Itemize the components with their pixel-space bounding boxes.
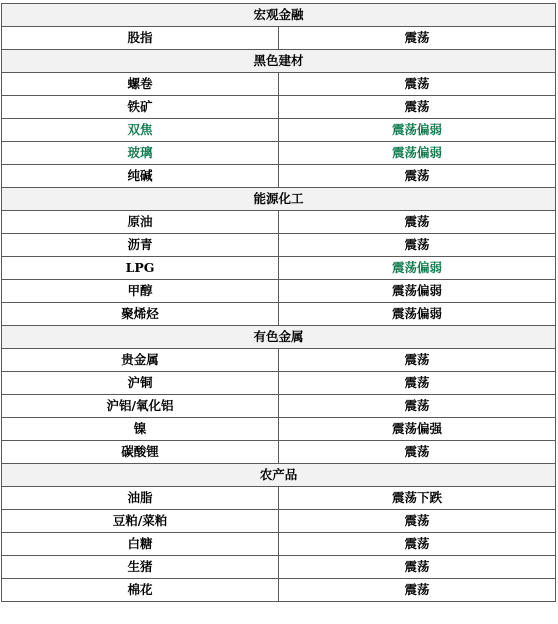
outlook-status: 震荡 [279, 27, 556, 50]
table-row [2, 349, 556, 372]
commodity-name: 贵金属 [2, 349, 279, 372]
commodity-name: 铁矿 [2, 96, 279, 119]
commodity-name: 油脂 [2, 487, 279, 510]
commodity-name: 沪铜 [2, 372, 279, 395]
outlook-status: 震荡 [279, 533, 556, 556]
section-title: 黑色建材 [2, 50, 556, 73]
outlook-status: 震荡 [279, 165, 556, 188]
table-row [2, 119, 556, 142]
table-row [2, 257, 556, 280]
table-body [2, 4, 556, 602]
table-row [2, 280, 556, 303]
section-header-row [2, 4, 556, 27]
section-header-row [2, 188, 556, 211]
outlook-status: 震荡 [279, 556, 556, 579]
commodity-name: 股指 [2, 27, 279, 50]
outlook-status: 震荡偏弱 [279, 280, 556, 303]
table-row [2, 395, 556, 418]
commodity-name: 生猪 [2, 556, 279, 579]
section-header-row [2, 326, 556, 349]
table-row [2, 533, 556, 556]
table-row [2, 142, 556, 165]
outlook-status: 震荡偏弱 [279, 142, 556, 165]
outlook-status: 震荡 [279, 349, 556, 372]
market-outlook-table [1, 3, 556, 602]
commodity-name: 纯碱 [2, 165, 279, 188]
commodity-name: 豆粕/菜粕 [2, 510, 279, 533]
outlook-status: 震荡偏弱 [279, 257, 556, 280]
commodity-name: 沥青 [2, 234, 279, 257]
commodity-name: 甲醇 [2, 280, 279, 303]
outlook-status: 震荡偏弱 [279, 119, 556, 142]
table-row [2, 303, 556, 326]
table-row [2, 372, 556, 395]
table-row [2, 211, 556, 234]
outlook-status: 震荡 [279, 234, 556, 257]
commodity-name: 沪铝/氧化铝 [2, 395, 279, 418]
table-row [2, 510, 556, 533]
outlook-status: 震荡 [279, 395, 556, 418]
commodity-name: 碳酸锂 [2, 441, 279, 464]
section-header-row [2, 464, 556, 487]
table-row [2, 579, 556, 602]
outlook-status: 震荡 [279, 372, 556, 395]
outlook-status: 震荡 [279, 73, 556, 96]
commodity-name: 聚烯烃 [2, 303, 279, 326]
table-row [2, 27, 556, 50]
commodity-name: 螺卷 [2, 73, 279, 96]
table-row [2, 487, 556, 510]
outlook-status: 震荡 [279, 579, 556, 602]
commodity-name: LPG [2, 257, 279, 280]
outlook-status: 震荡 [279, 510, 556, 533]
table-row [2, 418, 556, 441]
table-row [2, 234, 556, 257]
commodity-name: 玻璃 [2, 142, 279, 165]
outlook-status: 震荡下跌 [279, 487, 556, 510]
outlook-status: 震荡偏弱 [279, 303, 556, 326]
section-title: 能源化工 [2, 188, 556, 211]
section-title: 有色金属 [2, 326, 556, 349]
commodity-name: 镍 [2, 418, 279, 441]
section-title: 宏观金融 [2, 4, 556, 27]
table-row [2, 73, 556, 96]
outlook-status: 震荡 [279, 441, 556, 464]
commodity-name: 原油 [2, 211, 279, 234]
outlook-status: 震荡 [279, 96, 556, 119]
table-row [2, 441, 556, 464]
section-header-row [2, 50, 556, 73]
commodity-name: 双焦 [2, 119, 279, 142]
table-row [2, 96, 556, 119]
table-row [2, 556, 556, 579]
commodity-name: 白糖 [2, 533, 279, 556]
outlook-status: 震荡偏强 [279, 418, 556, 441]
table-row [2, 165, 556, 188]
outlook-status: 震荡 [279, 211, 556, 234]
commodity-name: 棉花 [2, 579, 279, 602]
section-title: 农产品 [2, 464, 556, 487]
